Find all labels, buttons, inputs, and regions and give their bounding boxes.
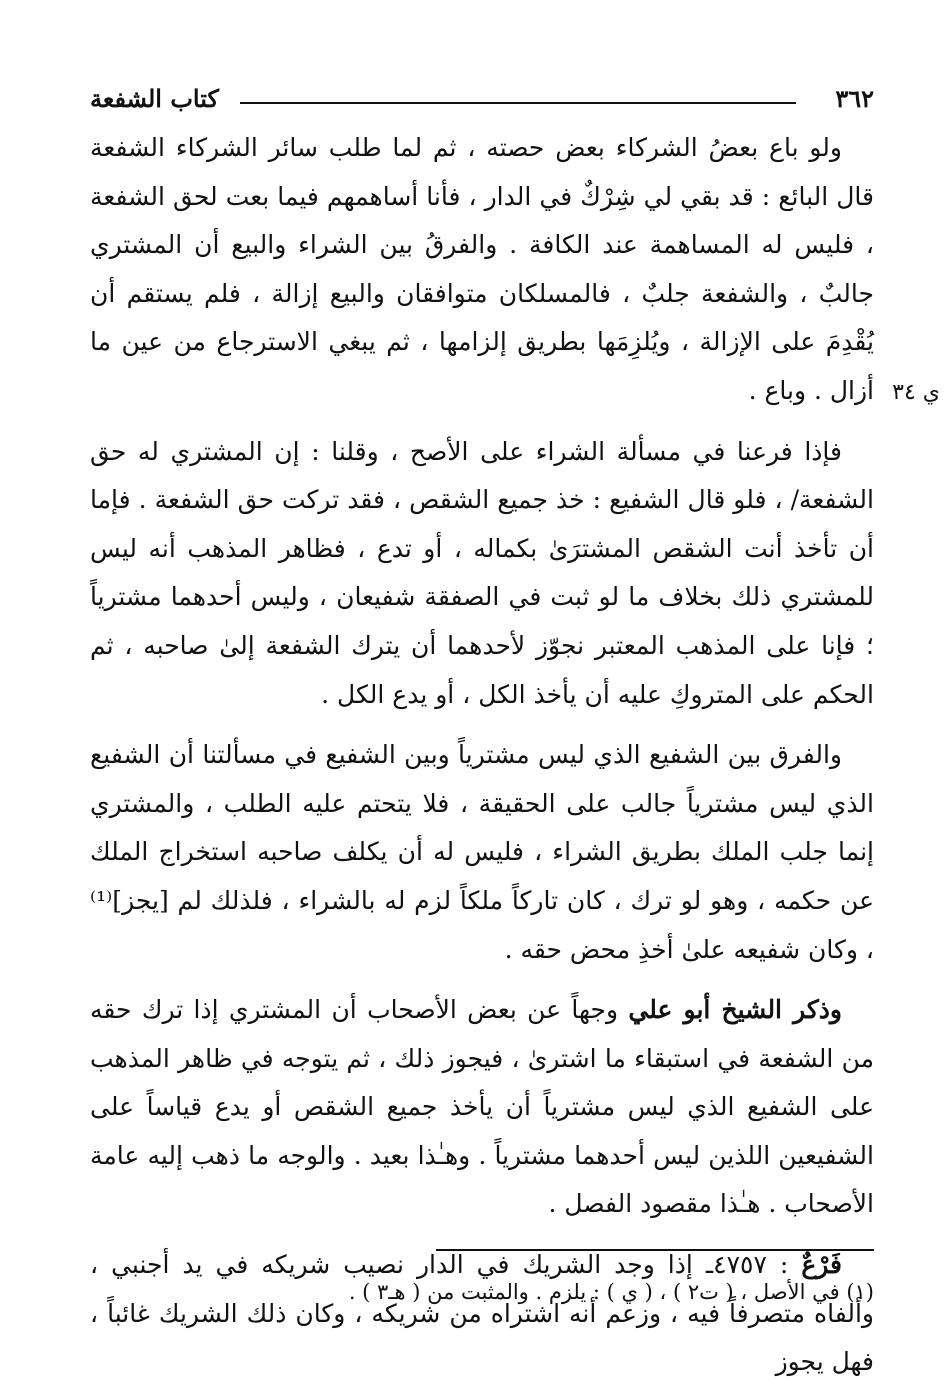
paragraph-2: فإذا فرعنا في مسألة الشراء على الأصح ، وقلنا : إن المشتري له حق الشفعة/ ، فلو قال الشفيع : خذ جميع الشقص ، فقد تركت حق الشفعة . فإما أن تأخذ أنت الشقص المشترَىٰ بكماله ، أو تدع ، فظاهر المذهب أنه ليس للمشتري ذلك بخلاف ما لو ثبت في الصفقة شفيعان ، وليس أحدهما مشترياً ؛ فإنا على المذهب المعتبر نجوّز لأحدهما أن يترك الشفعة إلىٰ صاحبه ، ثم الحكم على المتروكِ عليه أن يأخذ الكل ، أو يدع الكل . [90, 436, 874, 709]
paragraph-4 [90, 986, 874, 1229]
footnote-rule [436, 1249, 874, 1251]
paragraph-1: ولو باع بعضُ الشركاء بعض حصته ، ثم لما طلب سائر الشركاء الشفعة قال البائع : قد بقي لي شِرْكٌ في الدار ، فأنا أساهمهم فيما بعت لحق الشفعة ، فليس له المساهمة عند الكافة . والفرقُ بين الشراء والبيع أن المشتري جالبٌ ، والشفعة جلبٌ ، فالمسلكان متوافقان والبيع إزالة ، فلم يستقم أن يُقْدِمَ على الإزالة ، ويُلزِمَها بطريق إلزامها ، ثم يبغي الاسترجاع من عين ما أزال . وباع . [90, 133, 874, 405]
footnote: (١) في الأصل ، ( ت٢ ) ، ( ي ) : يلزم . والمثبت من ( هـ٣ ) . [348, 1280, 874, 1304]
manuscript-margin-note: ي ٣٤ [892, 380, 940, 405]
page-header [90, 78, 874, 118]
scholar-name: وذكر الشيخ أبو علي [628, 995, 842, 1025]
page-body [90, 78, 874, 1387]
page-number: ٣٦٢ [835, 84, 874, 113]
paragraph-4-text: وجهاً عن بعض الأصحاب أن المشتري إذا ترك حقه من الشفعة في استبقاء ما اشترىٰ ، فيجوز ذلك ، ثم يتوجه في ظاهر المذهب على الشفيع الذي ليس مشترياً أن يأخذ جميع الشقص أو يدع قياساً على الشفيعين اللذين ليس أحدهما مشترياً . وهـٰذا بعيد . والوجه ما ذهب إليه عامة الأصحاب . هـٰذا مقصود الفصل . [90, 995, 874, 1219]
running-title: كتاب الشفعة [90, 84, 219, 113]
paragraph-5-text: : ٤٧٥٧ـ إذا وجد الشريك في الدار نصيب شريكه في يد أجنبي ، وألفاه متصرفاً فيه ، وزعم أنه اشتراه من شريكه ، وكان ذلك الشريك غائباً ، فهل يجوز [90, 1250, 874, 1377]
paragraph-3: والفرق بين الشفيع الذي ليس مشترياً وبين الشفيع في مسألتنا أن الشفيع الذي ليس مشترياً جالب على الحقيقة ، فلا يتحتم عليه الطلب ، والمشتري إنما جلب الملك بطريق الشراء ، فليس له أن يكلف صاحبه استخراج الملك عن حكمه ، وهو لو ترك ، كان تاركاً ملكاً لزم له بالشراء ، فلذلك لم [يجز]⁽¹⁾ ، وكان شفيعه علىٰ أخذِ محض حقه . [90, 740, 874, 964]
header-rule [240, 102, 796, 104]
paragraph-5 [90, 1241, 874, 1387]
branch-label: فَرْعٌ [801, 1250, 842, 1280]
